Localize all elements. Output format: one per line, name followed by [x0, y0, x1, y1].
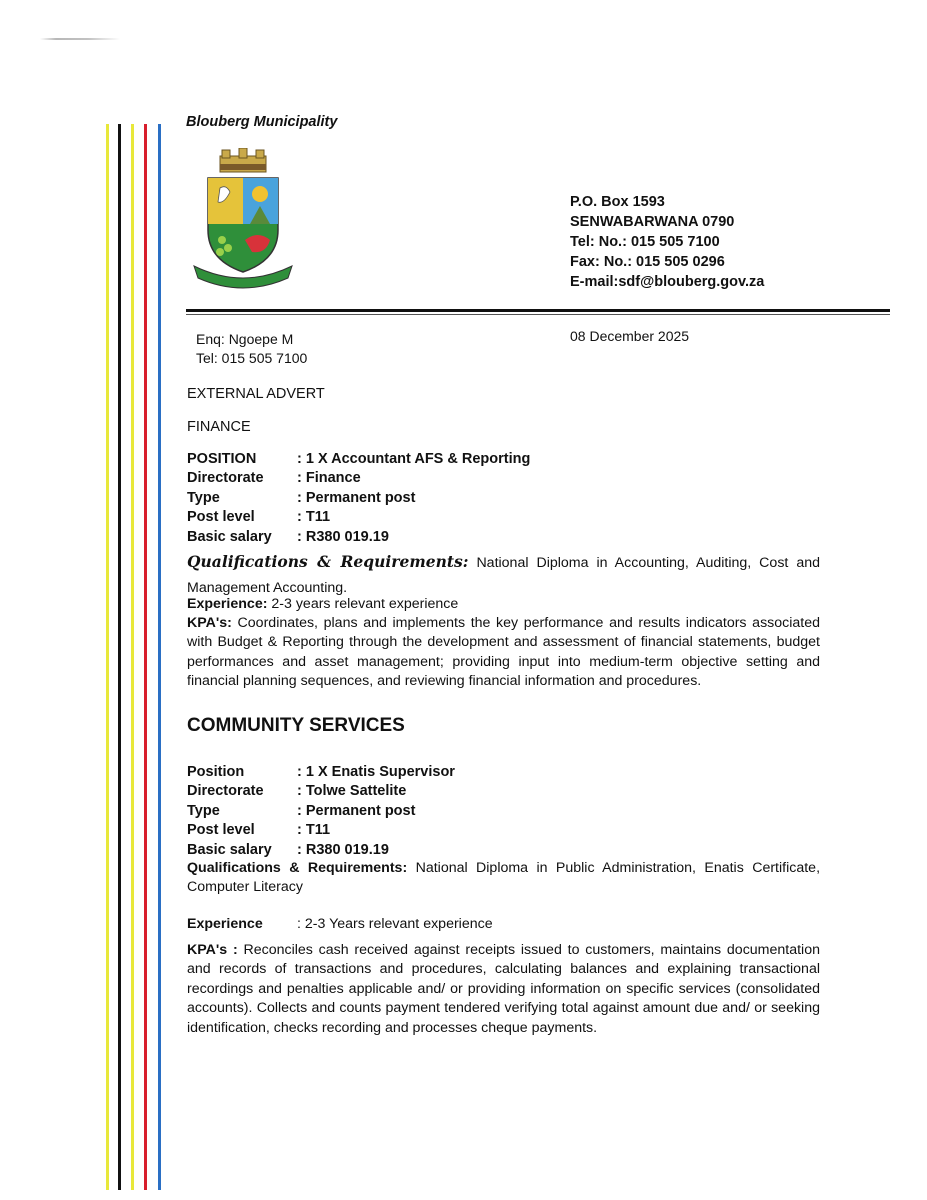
detail-label: POSITION	[187, 451, 257, 467]
letter-date: 08 December 2025	[570, 328, 690, 344]
header-divider-thin	[186, 314, 890, 315]
qualifications-text: National Diploma in Accounting, Auditing, Cost and Management Accounting.	[187, 555, 820, 596]
postal-address-block	[570, 192, 764, 292]
section-title-community: COMMUNITY SERVICES	[187, 715, 405, 736]
address-line: E-mail:sdf@blouberg.gov.za	[570, 274, 765, 290]
detail-label: Position	[187, 764, 245, 780]
header-divider	[186, 309, 890, 312]
detail-row	[187, 821, 455, 840]
finance-position-details	[187, 450, 530, 547]
stripe-red	[144, 124, 147, 1190]
detail-label: Post level	[187, 822, 255, 839]
community-kpa	[187, 941, 820, 1038]
finance-kpa	[187, 614, 820, 692]
detail-row	[187, 489, 530, 508]
detail-label: Basic salary	[187, 841, 272, 858]
detail-value: : T11	[297, 509, 331, 526]
advert-type: EXTERNAL ADVERT	[187, 386, 325, 402]
org-name: Blouberg Municipality	[186, 114, 338, 130]
address-line: SENWABARWANA 0790	[570, 214, 735, 230]
community-qualifications	[187, 859, 820, 898]
scan-artifact	[40, 38, 120, 40]
experience-label: Experience:	[187, 596, 268, 612]
stripe-blue	[158, 124, 161, 1190]
community-position-details	[187, 763, 455, 860]
detail-row	[187, 469, 530, 488]
detail-value: : 1 X Accountant AFS & Reporting	[297, 451, 531, 467]
qualifications-text: National Diploma in Public Administration, Enatis Certificate, Computer Literacy	[187, 860, 821, 896]
enquiries-block	[196, 330, 307, 368]
detail-row	[187, 528, 530, 547]
detail-label: Type	[187, 489, 220, 506]
detail-row	[187, 508, 530, 527]
detail-value: : Permanent post	[297, 489, 416, 506]
detail-row	[187, 841, 455, 860]
detail-label: Type	[187, 802, 220, 819]
detail-label: Directorate	[187, 783, 264, 800]
experience-text: 2-3 years relevant experience	[271, 596, 459, 612]
detail-value: : R380 019.19	[297, 841, 389, 858]
detail-value: : R380 019.19	[297, 528, 389, 545]
municipal-crest-logo	[190, 148, 296, 290]
address-line: P.O. Box 1593	[570, 194, 665, 210]
detail-row	[187, 802, 455, 821]
enquiries-contact: Enq: Ngoepe M	[196, 331, 294, 347]
kpa-label: KPA's:	[187, 615, 232, 631]
address-line: Fax: No.: 015 505 0296	[570, 254, 725, 270]
kpa-label: KPA's :	[187, 942, 238, 958]
kpa-text: Reconciles cash received against receipts issued to customers, maintains documentation and records of transactions and procedures, calculating balances and explaining transactional recordings and penalties applicable and/ or providing information on specific services (consolidated accounts). Collects and counts payment tendered verifying total against amount due and/ or seeking identification, checks recording and processes cheque payments.	[187, 942, 820, 1036]
community-experience	[187, 916, 493, 932]
detail-label: Basic salary	[187, 528, 272, 545]
detail-value: : T11	[297, 822, 331, 839]
finance-experience	[187, 595, 820, 614]
kpa-text: Coordinates, plans and implements the key performance and results indicators associated with Budget & Reporting through the development and assessment of financial statements, budget performances and asset management; providing input into medium-term objective setting and financial planning sequences, and reviewing financial information and procedures.	[187, 615, 820, 690]
detail-value: : Permanent post	[297, 802, 416, 819]
experience-label: Experience	[187, 916, 263, 932]
address-line: Tel: No.: 015 505 7100	[570, 234, 720, 250]
detail-label: Post level	[187, 509, 255, 526]
detail-label: Directorate	[187, 470, 264, 487]
qualifications-label: Qualifications & Requirements:	[187, 552, 469, 571]
enquiries-tel: Tel: 015 505 7100	[196, 350, 308, 366]
detail-value: : Finance	[297, 470, 361, 487]
detail-value: : 1 X Enatis Supervisor	[297, 764, 455, 780]
stripe-yellow-2	[131, 124, 134, 1190]
stripe-yellow	[106, 124, 109, 1190]
experience-text: : 2-3 Years relevant experience	[297, 916, 493, 932]
detail-row	[187, 763, 455, 782]
detail-value: : Tolwe Sattelite	[297, 783, 407, 800]
section-title-finance: FINANCE	[187, 419, 251, 435]
detail-row	[187, 782, 455, 801]
detail-row	[187, 450, 530, 469]
finance-qualifications	[187, 549, 820, 601]
qualifications-label: Qualifications & Requirements:	[187, 860, 408, 876]
stripe-black	[118, 124, 121, 1190]
